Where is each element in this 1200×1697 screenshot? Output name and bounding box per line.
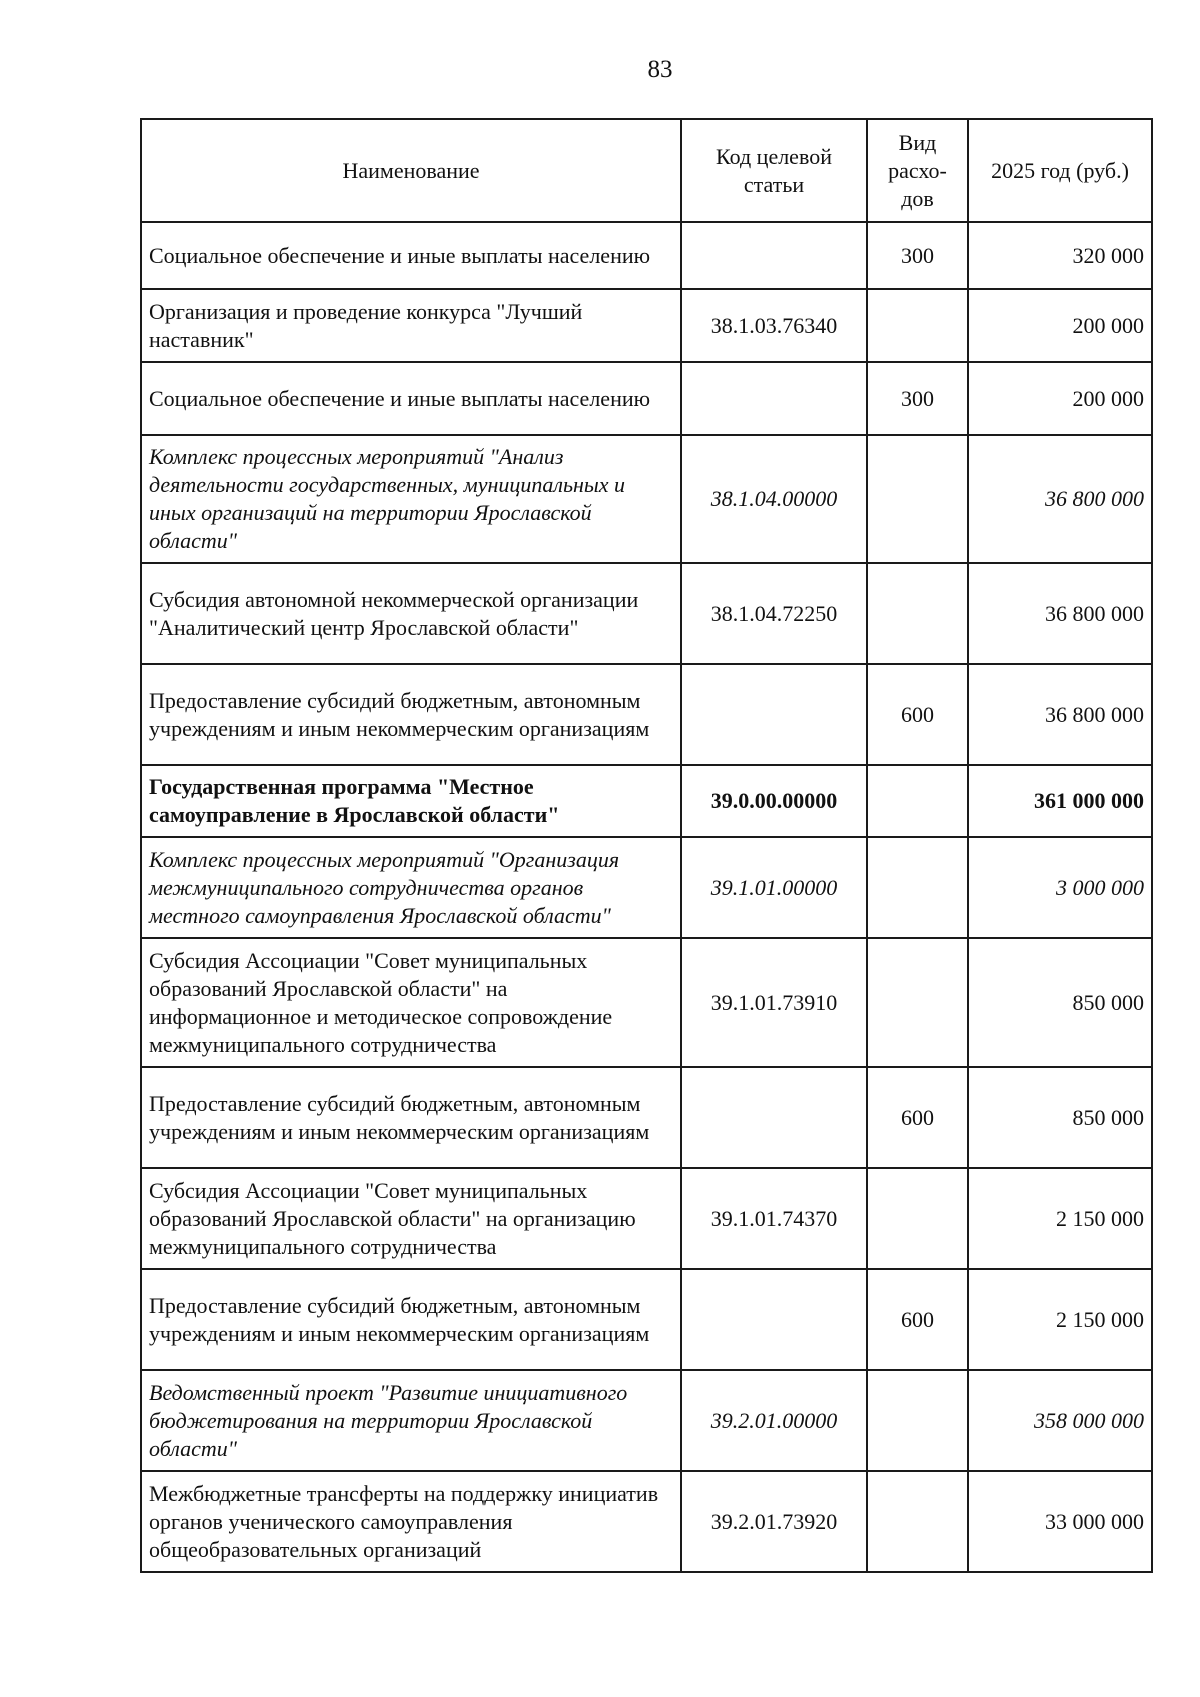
row-name: Субсидия Ассоциации "Совет муниципальных образований Ярославской области" на организацию межмуниципального сотрудничества	[141, 1168, 681, 1269]
row-amount: 200 000	[968, 289, 1152, 362]
row-amount: 200 000	[968, 362, 1152, 435]
row-code	[681, 222, 867, 289]
row-kind	[867, 563, 968, 664]
row-kind	[867, 765, 968, 837]
row-code	[681, 664, 867, 765]
row-code	[681, 1067, 867, 1168]
row-kind	[867, 837, 968, 938]
page-number: 83	[647, 56, 673, 83]
row-amount: 361 000 000	[968, 765, 1152, 837]
table-row	[141, 1269, 1152, 1370]
row-amount: 33 000 000	[968, 1471, 1152, 1572]
row-code: 39.1.01.73910	[681, 938, 867, 1067]
row-name: Предоставление субсидий бюджетным, автономным учреждениям и иным некоммерческим организациям	[141, 1067, 681, 1168]
row-amount: 3 000 000	[968, 837, 1152, 938]
table-row	[141, 1471, 1152, 1572]
row-code: 39.0.00.00000	[681, 765, 867, 837]
row-name: Межбюджетные трансферты на поддержку инициатив органов ученического самоуправления общеобразовательных организаций	[141, 1471, 681, 1572]
header-name: Наименование	[141, 119, 681, 222]
table-row	[141, 289, 1152, 362]
row-kind	[867, 1471, 968, 1572]
header-kind: Вид расхо-дов	[867, 119, 968, 222]
row-code: 39.2.01.00000	[681, 1370, 867, 1471]
row-kind	[867, 1168, 968, 1269]
row-code: 38.1.04.00000	[681, 435, 867, 563]
table-row	[141, 435, 1152, 563]
row-amount: 850 000	[968, 938, 1152, 1067]
row-amount: 2 150 000	[968, 1269, 1152, 1370]
row-kind: 600	[867, 1067, 968, 1168]
row-name: Субсидия Ассоциации "Совет муниципальных образований Ярославской области" на информационное и методическое сопровождение межмуниципального сотрудничества	[141, 938, 681, 1067]
table-row	[141, 837, 1152, 938]
row-name: Социальное обеспечение и иные выплаты населению	[141, 222, 681, 289]
row-amount: 850 000	[968, 1067, 1152, 1168]
table-header-row	[141, 119, 1152, 222]
row-name: Социальное обеспечение и иные выплаты населению	[141, 362, 681, 435]
row-kind	[867, 289, 968, 362]
row-name: Организация и проведение конкурса "Лучший наставник"	[141, 289, 681, 362]
row-code: 39.2.01.73920	[681, 1471, 867, 1572]
table-row	[141, 1168, 1152, 1269]
header-code: Код целевой статьи	[681, 119, 867, 222]
row-code: 38.1.04.72250	[681, 563, 867, 664]
row-amount: 320 000	[968, 222, 1152, 289]
row-amount: 36 800 000	[968, 563, 1152, 664]
table-row	[141, 362, 1152, 435]
row-name: Субсидия автономной некоммерческой организации "Аналитический центр Ярославской области"	[141, 563, 681, 664]
row-amount: 358 000 000	[968, 1370, 1152, 1471]
row-code: 38.1.03.76340	[681, 289, 867, 362]
row-amount: 36 800 000	[968, 664, 1152, 765]
row-amount: 2 150 000	[968, 1168, 1152, 1269]
row-code: 39.1.01.74370	[681, 1168, 867, 1269]
row-name: Предоставление субсидий бюджетным, автономным учреждениям и иным некоммерческим организациям	[141, 664, 681, 765]
row-name: Ведомственный проект "Развитие инициативного бюджетирования на территории Ярославской области"	[141, 1370, 681, 1471]
table-row	[141, 664, 1152, 765]
table-row	[141, 1370, 1152, 1471]
row-code	[681, 362, 867, 435]
row-kind	[867, 1370, 968, 1471]
row-kind	[867, 938, 968, 1067]
row-code	[681, 1269, 867, 1370]
row-kind: 300	[867, 222, 968, 289]
header-amount: 2025 год (руб.)	[968, 119, 1152, 222]
row-amount: 36 800 000	[968, 435, 1152, 563]
row-kind: 600	[867, 664, 968, 765]
table-row	[141, 563, 1152, 664]
row-name: Государственная программа "Местное самоуправление в Ярославской области"	[141, 765, 681, 837]
row-kind: 600	[867, 1269, 968, 1370]
table-row	[141, 222, 1152, 289]
table-row	[141, 938, 1152, 1067]
row-name: Комплекс процессных мероприятий "Организация межмуниципального сотрудничества органов местного самоуправления Ярославской области"	[141, 837, 681, 938]
table-row	[141, 1067, 1152, 1168]
row-name: Комплекс процессных мероприятий "Анализ деятельности государственных, муниципальных и иных организаций на территории Ярославской области"	[141, 435, 681, 563]
row-kind	[867, 435, 968, 563]
row-code: 39.1.01.00000	[681, 837, 867, 938]
row-kind: 300	[867, 362, 968, 435]
table-row	[141, 765, 1152, 837]
budget-table	[140, 118, 1153, 1573]
row-name: Предоставление субсидий бюджетным, автономным учреждениям и иным некоммерческим организациям	[141, 1269, 681, 1370]
